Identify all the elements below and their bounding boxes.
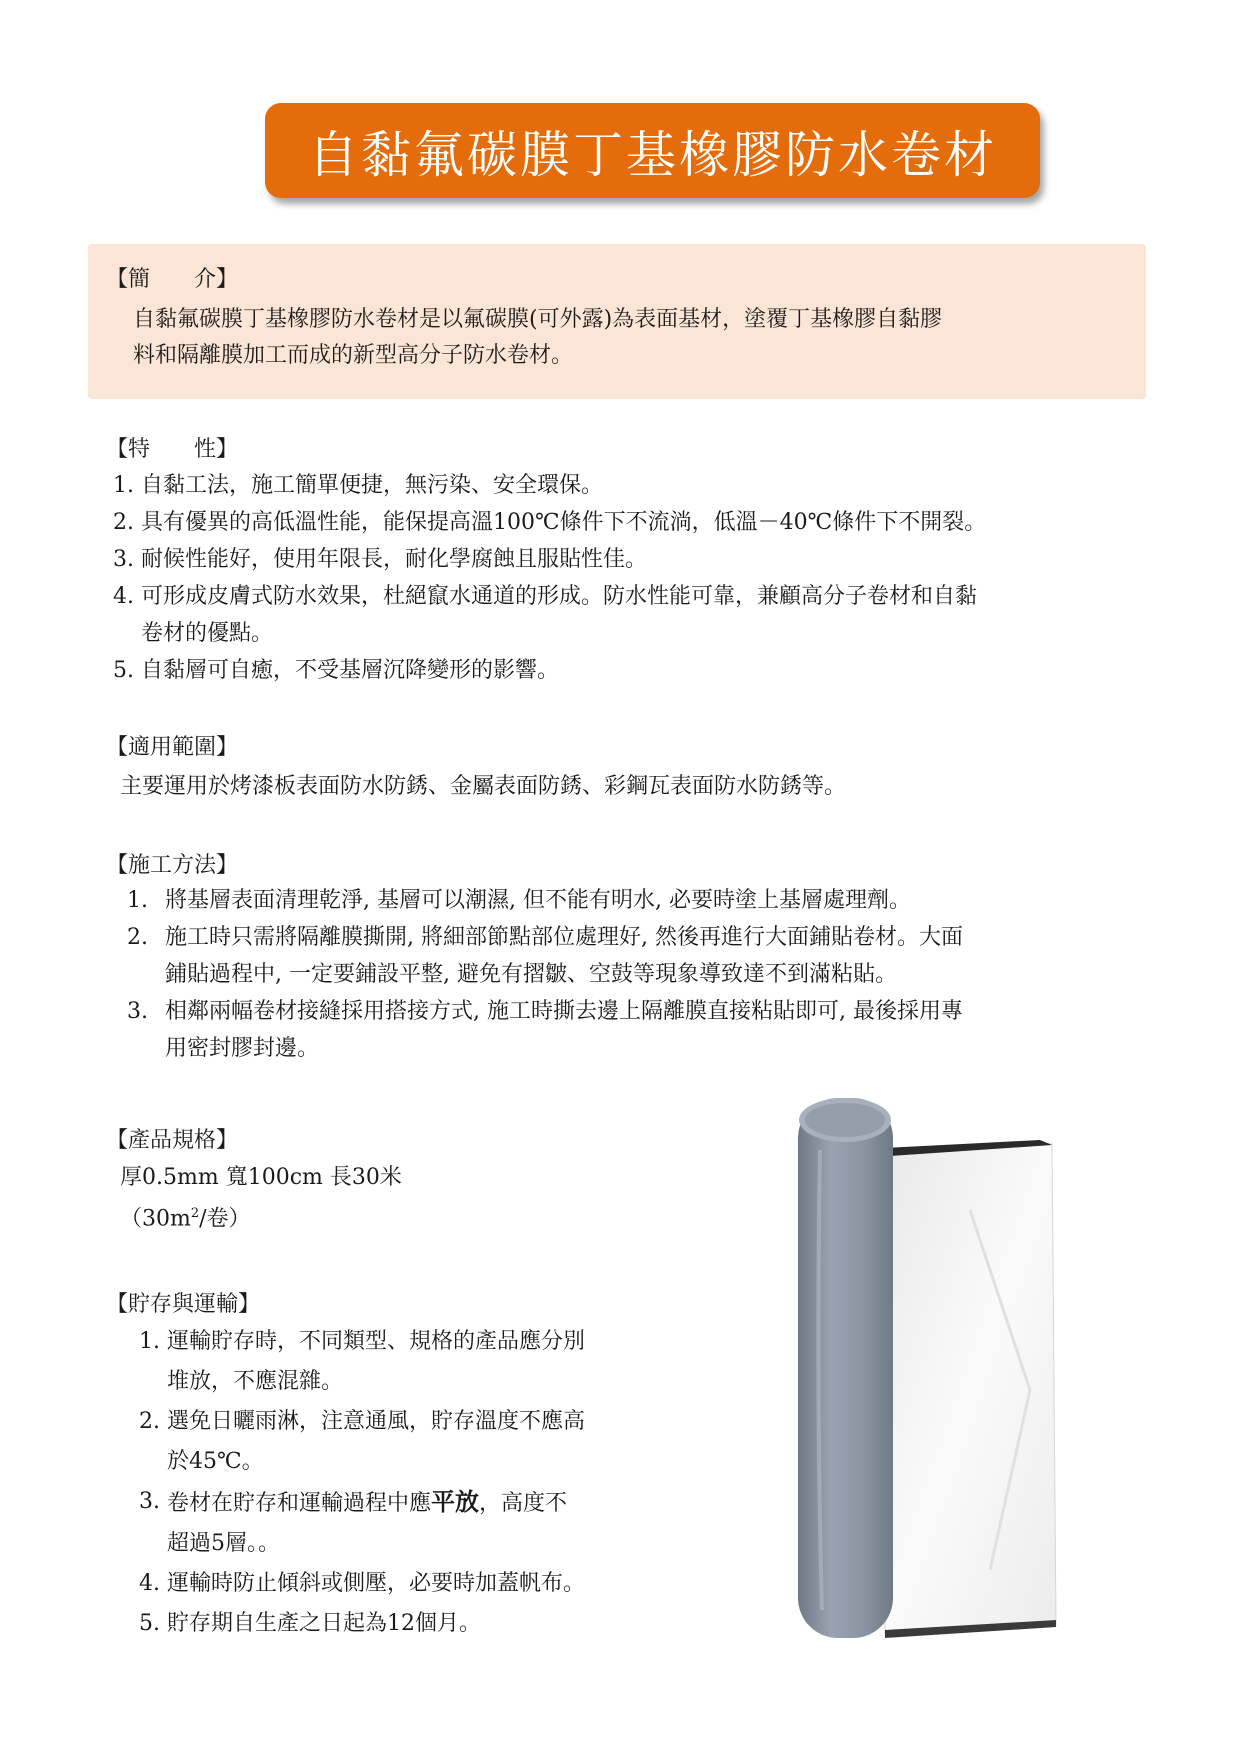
item-number: 4. bbox=[113, 584, 134, 609]
list-item bbox=[113, 541, 1133, 578]
item-text: 施工時只需將隔離膜撕開, 將細部節點部位處理好, 然後再進行大面鋪貼卷材。大面 bbox=[165, 925, 963, 950]
list-item bbox=[127, 919, 1137, 993]
item-number: 1. bbox=[113, 473, 134, 498]
item-text: 耐候性能好，使用年限長，耐化學腐蝕且服貼性佳。 bbox=[141, 547, 648, 572]
item-number: 3. bbox=[127, 999, 148, 1024]
item-text: 用密封膠封邊。 bbox=[165, 1036, 320, 1061]
intro-heading: 【簡 介】 bbox=[106, 267, 239, 292]
features-list bbox=[113, 467, 1133, 689]
page-title: 自黏氟碳膜丁基橡膠防水卷材 bbox=[308, 125, 997, 184]
item-text: 貯存期自生產之日起為12個月。 bbox=[167, 1611, 481, 1636]
list-item bbox=[113, 504, 1133, 541]
item-text: 將基層表面清理乾淨, 基層可以潮濕, 但不能有明水, 必要時塗上基層處理劑。 bbox=[165, 888, 911, 913]
features-heading: 【特 性】 bbox=[106, 437, 239, 462]
storage-list bbox=[139, 1322, 699, 1644]
item-text: 選免日曬雨淋，注意通風，貯存溫度不應高 bbox=[167, 1409, 586, 1434]
list-item bbox=[139, 1322, 699, 1402]
list-item bbox=[113, 652, 1133, 689]
membrane-roll-photo-icon bbox=[790, 1090, 1060, 1645]
list-item bbox=[139, 1402, 699, 1482]
item-number: 1. bbox=[139, 1329, 160, 1354]
item-text: 具有優異的高低溫性能，能保提高溫100℃條件下不流淌，低溫－40℃條件下不開裂。 bbox=[141, 510, 987, 535]
list-item bbox=[127, 882, 1137, 919]
item-text: 自黏層可自癒，不受基層沉降變形的影響。 bbox=[141, 658, 560, 683]
spec-text bbox=[120, 1160, 402, 1237]
method-heading: 【施工方法】 bbox=[106, 853, 239, 878]
item-number: 2. bbox=[113, 510, 134, 535]
list-item bbox=[127, 993, 1137, 1067]
emphasis-text: 平放 bbox=[431, 1487, 480, 1516]
item-text: 於45℃。 bbox=[167, 1449, 264, 1474]
method-list bbox=[127, 882, 1137, 1067]
item-number: 4. bbox=[139, 1571, 160, 1596]
item-number: 5. bbox=[113, 658, 134, 683]
item-text: 相鄰兩幅卷材接縫採用搭接方式, 施工時撕去邊上隔離膜直接粘貼即可, 最後採用專 bbox=[165, 999, 963, 1024]
list-item bbox=[113, 578, 1133, 652]
item-number: 3. bbox=[113, 547, 134, 572]
item-number: 1. bbox=[127, 888, 148, 913]
item-text: 鋪貼過程中, 一定要鋪設平整, 避免有摺皺、空鼓等現象導致達不到滿粘貼。 bbox=[165, 962, 897, 987]
item-text: 可形成皮膚式防水效果，杜絕竄水通道的形成。防水性能可靠，兼顧高分子卷材和自黏 bbox=[141, 584, 978, 609]
item-text: 運輸時防止傾斜或側壓，必要時加蓋帆布。 bbox=[167, 1571, 586, 1596]
item-text: 超過5層。。 bbox=[167, 1531, 280, 1556]
item-number: 3. bbox=[139, 1489, 160, 1514]
item-text: 卷材在貯存和運輸過程中應平放，高度不 bbox=[167, 1487, 568, 1516]
intro-line: 自黏氟碳膜丁基橡膠防水卷材是以氟碳膜(可外露)為表面基材，塗覆丁基橡膠自黏膠 bbox=[133, 307, 943, 332]
list-item bbox=[139, 1482, 699, 1564]
list-item bbox=[139, 1564, 699, 1604]
spec-coverage: （$30m^2/$卷） bbox=[120, 1206, 251, 1232]
item-text: 卷材的優點。 bbox=[141, 621, 274, 646]
scope-heading: 【適用範圍】 bbox=[106, 735, 239, 760]
spec-heading: 【產品規格】 bbox=[106, 1128, 239, 1153]
spec-dimensions: 厚0.5mm 寬100cm 長30米 bbox=[120, 1165, 402, 1190]
intro-line: 料和隔離膜加工而成的新型高分子防水卷材。 bbox=[133, 343, 574, 368]
storage-heading: 【貯存與運輸】 bbox=[106, 1292, 261, 1317]
title-banner bbox=[265, 103, 1040, 198]
item-number: 2. bbox=[139, 1409, 160, 1434]
item-number: 2. bbox=[127, 925, 148, 950]
item-number: 5. bbox=[139, 1611, 160, 1636]
item-text: 自黏工法，施工簡單便捷，無污染、安全環保。 bbox=[141, 473, 604, 498]
scope-text: 主要運用於烤漆板表面防水防銹、金屬表面防銹、彩鋼瓦表面防水防銹等。 bbox=[120, 774, 847, 799]
item-text: 堆放，不應混雜。 bbox=[167, 1369, 344, 1394]
intro-text bbox=[133, 302, 942, 374]
item-text: 運輸貯存時，不同類型、規格的產品應分別 bbox=[167, 1329, 586, 1354]
list-item bbox=[139, 1604, 699, 1644]
list-item bbox=[113, 467, 1133, 504]
